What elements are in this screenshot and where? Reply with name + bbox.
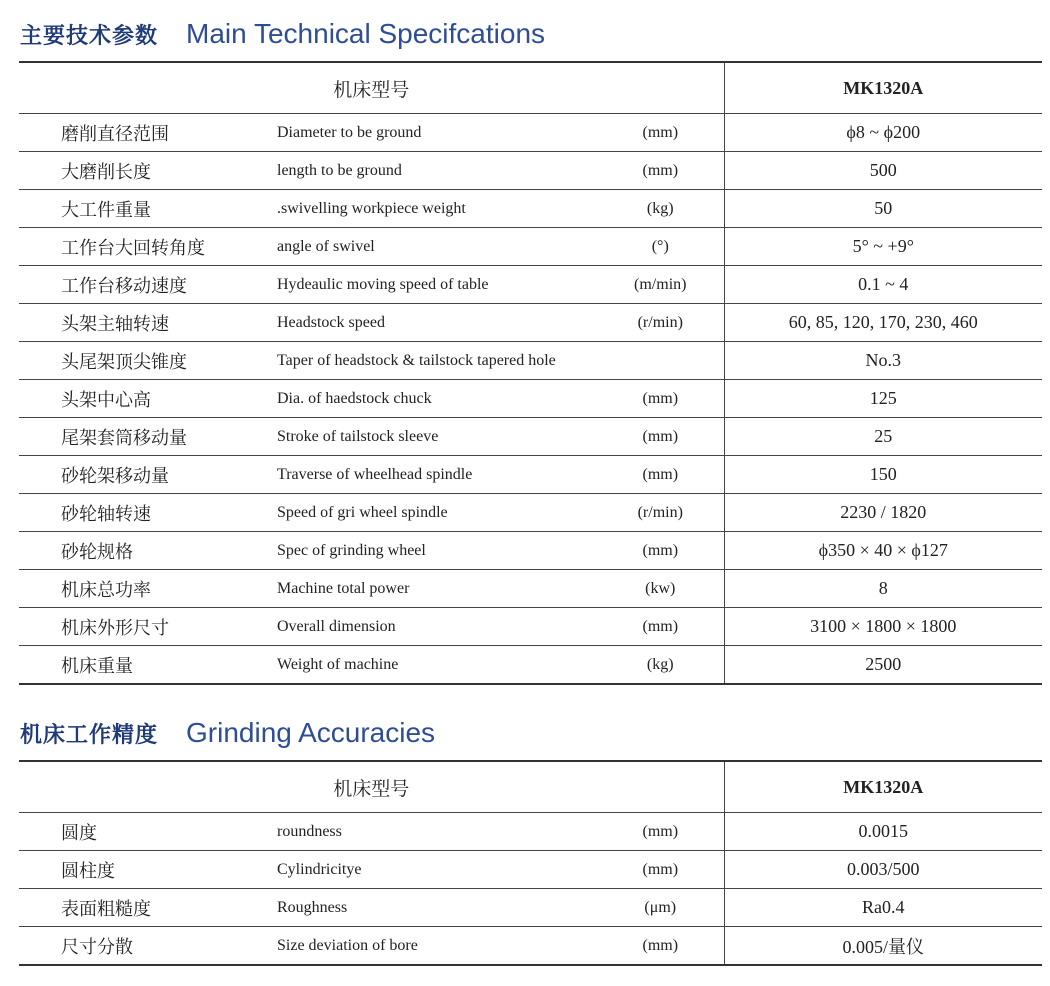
param-value: ϕ8 ~ ϕ200 [724, 114, 1042, 152]
param-unit: (mm) [597, 851, 724, 889]
param-name-en: Speed of gri wheel spindle [277, 494, 597, 532]
accuracy-table [19, 760, 1042, 966]
param-value: 5° ~ +9° [724, 228, 1042, 266]
param-unit: (mm) [597, 114, 724, 152]
param-value: Ra0.4 [724, 889, 1042, 927]
param-unit [597, 342, 724, 380]
param-name-cn: 头架中心高 [19, 380, 277, 418]
param-unit: (mm) [597, 608, 724, 646]
table-row [19, 646, 1042, 685]
table-row [19, 813, 1042, 851]
table-row [19, 927, 1042, 966]
param-name-en: Size deviation of bore [277, 936, 418, 954]
param-name-cn: 磨削直径范围 [19, 114, 277, 152]
param-unit: (mm) [597, 152, 724, 190]
model-value: MK1320A [724, 761, 1042, 813]
param-name-en: roundness [277, 813, 597, 851]
table-row [19, 456, 1042, 494]
table-row [19, 190, 1042, 228]
param-name-en: Taper of headstock & tailstock tapered hole [277, 342, 597, 380]
param-unit: (mm) [597, 813, 724, 851]
param-name-cn: 尺寸分散 [61, 936, 133, 958]
param-name-en: Hydeaulic moving speed of table [277, 266, 597, 304]
param-name-cn: 砂轮轴转速 [19, 494, 277, 532]
table-row [19, 418, 1042, 456]
param-value: 60, 85, 120, 170, 230, 460 [724, 304, 1042, 342]
param-unit: (kw) [597, 570, 724, 608]
param-name-cn: 砂轮架移动量 [19, 456, 277, 494]
param-unit: (mm) [642, 936, 679, 954]
param-name-en: angle of swivel [277, 228, 597, 266]
table-row [19, 304, 1042, 342]
param-name-en: Roughness [277, 889, 597, 927]
param-name-cn: 表面粗糙度 [19, 889, 277, 927]
param-name-en: length to be ground [277, 152, 597, 190]
param-value: 0.1 ~ 4 [724, 266, 1042, 304]
specs-header-row [19, 62, 1042, 114]
param-name-cn: 大磨削长度 [19, 152, 277, 190]
param-value: No.3 [724, 342, 1042, 380]
accuracy-heading [20, 713, 435, 753]
specs-title-en: Main Technical Specifcations [186, 18, 546, 49]
param-unit: (kg) [646, 655, 674, 673]
table-row [19, 532, 1042, 570]
param-name-cn: 头架主轴转速 [19, 304, 277, 342]
param-unit: (mm) [597, 418, 724, 456]
param-value: 0.005/量仪 [724, 927, 1042, 966]
param-name-cn: 工作台大回转角度 [19, 228, 277, 266]
specs-table [19, 61, 1042, 685]
param-value: ϕ350 × 40 × ϕ127 [724, 532, 1042, 570]
accuracy-title-en: Grinding Accuracies [186, 717, 436, 748]
param-name-en: Traverse of wheelhead spindle [277, 456, 597, 494]
param-unit: (r/min) [597, 304, 724, 342]
param-value: 500 [724, 152, 1042, 190]
specs-heading [20, 14, 545, 54]
param-unit: (mm) [597, 380, 724, 418]
table-row [19, 114, 1042, 152]
param-name-cn: 头尾架顶尖锥度 [19, 342, 277, 380]
param-value: 150 [724, 456, 1042, 494]
param-name-en: Cylindricitye [277, 851, 597, 889]
param-name-cn: 圆柱度 [19, 851, 277, 889]
param-name-en: Headstock speed [277, 304, 597, 342]
param-name-cn: 机床重量 [61, 655, 133, 677]
table-row [19, 152, 1042, 190]
specs-title-cn: 主要技术参数 [20, 23, 159, 49]
table-row [19, 266, 1042, 304]
param-unit: (mm) [597, 456, 724, 494]
table-row [19, 608, 1042, 646]
table-row [19, 851, 1042, 889]
param-value: 25 [724, 418, 1042, 456]
table-row [19, 889, 1042, 927]
model-label: 机床型号 [19, 62, 724, 114]
param-name-cn: 尾架套筒移动量 [19, 418, 277, 456]
param-name-cn: 工作台移动速度 [19, 266, 277, 304]
param-value: 125 [724, 380, 1042, 418]
param-name-en: Dia. of haedstock chuck [277, 380, 597, 418]
param-value: 0.0015 [724, 813, 1042, 851]
table-row [19, 342, 1042, 380]
param-name-cn: 机床外形尺寸 [19, 608, 277, 646]
table-row [19, 228, 1042, 266]
param-unit: (°) [597, 228, 724, 266]
param-name-cn: 大工件重量 [19, 190, 277, 228]
param-name-en: Overall dimension [277, 608, 597, 646]
table-row [19, 494, 1042, 532]
param-value: 0.003/500 [724, 851, 1042, 889]
param-value: 3100 × 1800 × 1800 [724, 608, 1042, 646]
accuracy-title-cn: 机床工作精度 [20, 722, 159, 748]
table-row [19, 570, 1042, 608]
param-name-en: Spec of grinding wheel [277, 532, 597, 570]
param-value: 8 [724, 570, 1042, 608]
param-name-en: Diameter to be ground [277, 114, 597, 152]
param-value: 2230 / 1820 [724, 494, 1042, 532]
accuracy-header-row [19, 761, 1042, 813]
param-value: 2500 [724, 646, 1042, 685]
param-name-en: Machine total power [277, 570, 597, 608]
param-name-cn: 机床总功率 [19, 570, 277, 608]
param-name-en: Weight of machine [277, 655, 399, 673]
param-unit: (mm) [597, 532, 724, 570]
param-name-cn: 圆度 [19, 813, 277, 851]
model-value: MK1320A [724, 62, 1042, 114]
param-unit: (r/min) [597, 494, 724, 532]
param-value: 50 [724, 190, 1042, 228]
param-unit: (μm) [597, 889, 724, 927]
model-label: 机床型号 [19, 761, 724, 813]
param-name-en: .swivelling workpiece weight [277, 190, 597, 228]
param-unit: (kg) [597, 190, 724, 228]
param-unit: (m/min) [597, 266, 724, 304]
table-row [19, 380, 1042, 418]
param-name-en: Stroke of tailstock sleeve [277, 418, 597, 456]
param-name-cn: 砂轮规格 [19, 532, 277, 570]
